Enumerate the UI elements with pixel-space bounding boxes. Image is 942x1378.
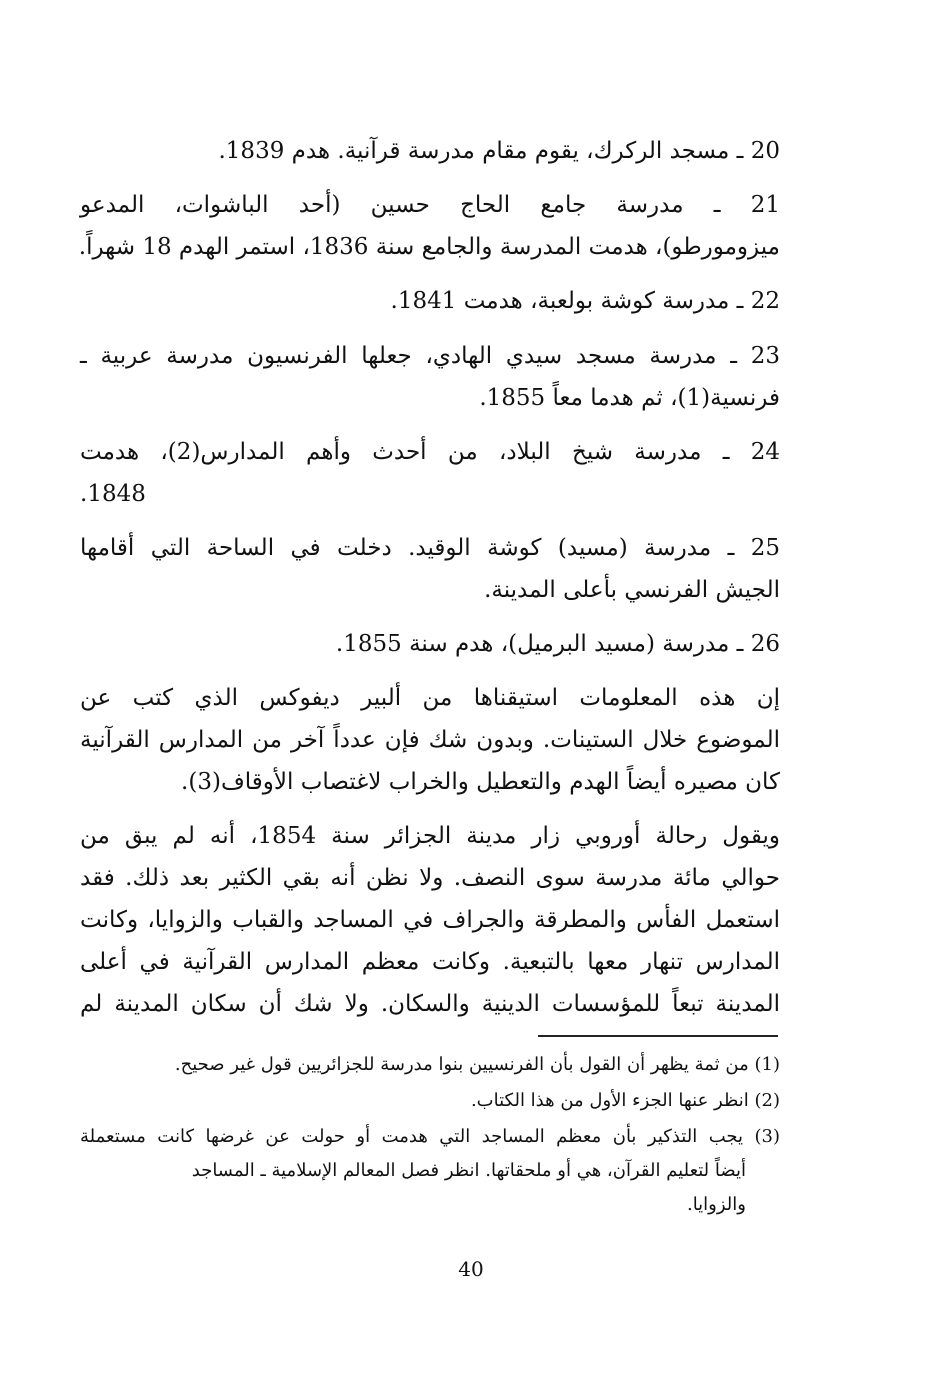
list-item-24-line-1: 24 ـ مدرسة شيخ البلاد، من أحدث وأهم المدارس(2)، هدمت	[80, 439, 780, 465]
paragraph-2-line-4: المدارس تنهار معها بالتبعية. وكانت معظم المدارس القرآنية في أعلى	[80, 949, 780, 975]
footnote-3-line-1: (3) يجب التذكير بأن معظم المساجد التي هدمت أو حولت عن غرضها كانت مستعملة	[80, 1126, 780, 1147]
list-item-21-line-2: ميزومورطو)، هدمت المدرسة والجامع سنة 1836، استمر الهدم 18 شهراً.	[78, 234, 780, 260]
footnote-3-line-2: أيضاً لتعليم القرآن، هي أو ملحقاتها. انظر فصل المعالم الإسلامية ـ المساجد	[191, 1160, 746, 1181]
paragraph-1-line-1: إن هذه المعلومات استيقناها من ألبير ديفوكس الذي كتب عن	[80, 685, 780, 711]
paragraph-1-line-2: الموضوع خلال الستينات. وبدون شك فإن عدداً آخر من المدارس القرآنية	[80, 727, 780, 753]
list-item-22: 22 ـ مدرسة كوشة بولعبة، هدمت 1841.	[390, 288, 780, 314]
paragraph-2-line-5: المدينة تبعاً للمؤسسات الدينية والسكان. ولا شك أن سكان المدينة لم	[80, 991, 780, 1017]
list-item-25-line-1: 25 ـ مدرسة (مسيد) كوشة الوقيد. دخلت في الساحة التي أقامها	[80, 535, 780, 561]
footnote-2: (2) انظر عنها الجزء الأول من هذا الكتاب.	[470, 1090, 780, 1111]
list-item-24-year: 1848.	[80, 481, 146, 507]
list-item-23-line-2: فرنسية(1)، ثم هدما معاً 1855.	[479, 385, 780, 411]
paragraph-2-line-1: ويقول رحالة أوروبي زار مدينة الجزائر سنة 1854، أنه لم يبق من	[80, 823, 780, 849]
list-item-20: 20 ـ مسجد الركرك، يقوم مقام مدرسة قرآنية. هدم 1839.	[218, 138, 780, 164]
list-item-26: 26 ـ مدرسة (مسيد البرميل)، هدم سنة 1855.	[335, 631, 780, 657]
list-item-21-line-1: 21 ـ مدرسة جامع الحاج حسين (أحد الباشوات، المدعو	[80, 192, 780, 218]
list-item-25-line-2: الجيش الفرنسي بأعلى المدينة.	[484, 577, 780, 603]
footnote-1: (1) من ثمة يظهر أن القول بأن الفرنسيين بنوا مدرسة للجزائريين قول غير صحيح.	[174, 1054, 780, 1075]
paragraph-2-line-2: حوالي مائة مدرسة سوى النصف. ولا نظن أنه بقي الكثير بعد ذلك. فقد	[80, 865, 780, 891]
page-number: 40	[458, 1257, 484, 1281]
list-item-23-line-1: 23 ـ مدرسة مسجد سيدي الهادي، جعلها الفرنسيون مدرسة عربية ـ	[80, 343, 780, 369]
paragraph-1-line-3: كان مصيره أيضاً الهدم والتعطيل والخراب لاغتصاب الأوقاف(3).	[181, 769, 780, 795]
footnote-3-line-3: والزوايا.	[686, 1194, 746, 1215]
footnote-separator	[538, 1035, 778, 1037]
paragraph-2-line-3: استعمل الفأس والمطرقة والجراف في المساجد والقباب والزوايا، وكانت	[80, 907, 780, 933]
list-item-24-line-2	[80, 474, 780, 514]
